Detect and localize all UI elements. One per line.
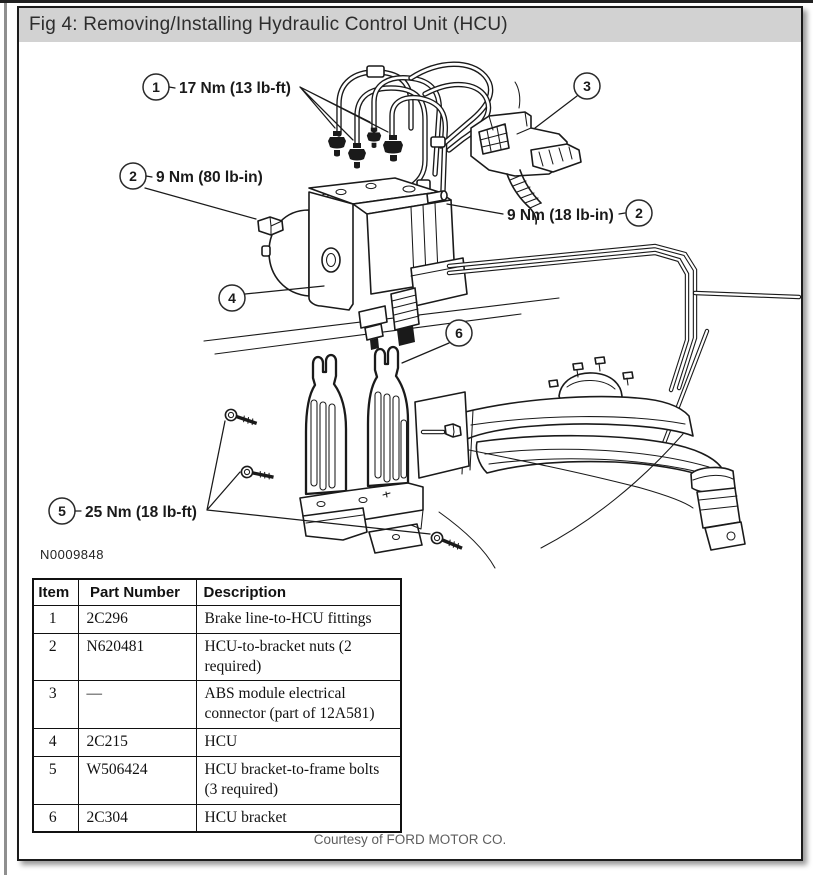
- torque-label-5: 25 Nm (18 lb-ft): [85, 504, 197, 521]
- callout-2-right: [447, 200, 652, 226]
- part-number-cell: 2C296: [78, 606, 196, 634]
- hcu-nut-left: [258, 217, 283, 235]
- col-header-description: Description: [196, 579, 401, 606]
- frame-mount-plate: [415, 392, 469, 478]
- svg-text:1: 1: [152, 79, 160, 95]
- description-cell: HCU bracket-to-frame bolts (3 required): [196, 756, 401, 804]
- table-row: [33, 633, 401, 681]
- svg-text:6: 6: [455, 325, 463, 341]
- bracket-bolt-2: [241, 466, 275, 482]
- table-row: [33, 804, 401, 832]
- callout-3: [535, 73, 600, 128]
- svg-text:3: 3: [583, 78, 591, 94]
- torque-label-2-right: 9 Nm (18 lb-in): [507, 207, 614, 224]
- drawing-id: N0009848: [40, 547, 104, 562]
- hcu-assembly: [262, 178, 467, 350]
- courtesy-credit: Courtesy of FORD MOTOR CO.: [313, 832, 507, 847]
- part-number-cell: 2C215: [78, 729, 196, 757]
- item-cell: 2: [33, 633, 78, 681]
- description-cell: HCU: [196, 729, 401, 757]
- callout-2-left: [120, 163, 263, 219]
- item-cell: 5: [33, 756, 78, 804]
- description-cell: HCU bracket: [196, 804, 401, 832]
- item-cell: 4: [33, 729, 78, 757]
- description-cell: Brake line-to-HCU fittings: [196, 606, 401, 634]
- col-header-part-number: Part Number: [78, 579, 196, 606]
- svg-text:5: 5: [58, 503, 66, 519]
- hcu-connector-port: [391, 288, 419, 330]
- hcu-diagram: [19, 42, 801, 572]
- svg-text:4: 4: [228, 290, 236, 306]
- description-cell: HCU-to-bracket nuts (2 required): [196, 633, 401, 681]
- table-row: [33, 756, 401, 804]
- parts-table: [32, 578, 402, 833]
- figure-title-bar: [19, 8, 801, 42]
- part-number-cell: W506424: [78, 756, 196, 804]
- item-cell: 6: [33, 804, 78, 832]
- hcu-valve-bottom: [359, 306, 387, 328]
- rear-brake-tubes: [449, 246, 799, 390]
- item-cell: 3: [33, 681, 78, 729]
- item-cell: 1: [33, 606, 78, 634]
- col-header-item: Item: [33, 579, 78, 606]
- table-row: [33, 606, 401, 634]
- table-header-row: [33, 579, 401, 606]
- callout-1: [143, 74, 388, 140]
- table-row: [33, 681, 401, 729]
- bracket-right-tower: [368, 347, 408, 486]
- part-number-cell: N620481: [78, 633, 196, 681]
- bracket-bolt-1: [224, 408, 258, 428]
- window-left-border: [4, 3, 7, 875]
- figure-title: Fig 4: Removing/Installing Hydraulic Control Unit (HCU): [29, 14, 508, 35]
- bracket-bolt-3: [430, 531, 464, 553]
- svg-text:2: 2: [129, 168, 137, 184]
- part-number-cell: 2C304: [78, 804, 196, 832]
- table-row: [33, 729, 401, 757]
- svg-text:2: 2: [635, 205, 643, 221]
- torque-label-2-left: 9 Nm (80 lb-in): [156, 169, 263, 186]
- window-top-border: [0, 0, 813, 3]
- figure-panel: [17, 6, 803, 861]
- description-cell: ABS module electrical connector (part of 12A581): [196, 681, 401, 729]
- part-number-cell: —: [78, 681, 196, 729]
- torque-label-1: 17 Nm (13 lb-ft): [179, 80, 291, 97]
- frame-rail: [465, 397, 693, 439]
- frame-suspension: [439, 331, 745, 568]
